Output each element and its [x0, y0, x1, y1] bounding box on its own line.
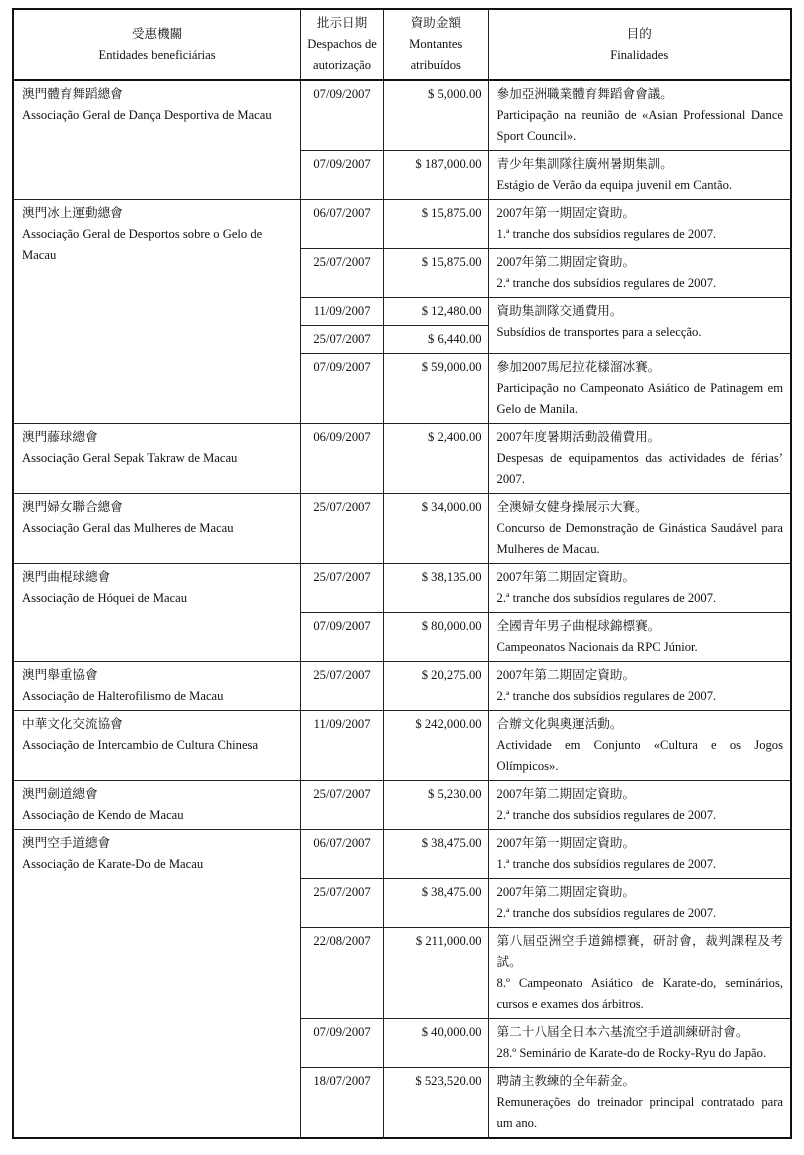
grant-amount: $ 242,000.00	[383, 711, 488, 781]
grant-amount: $ 34,000.00	[383, 494, 488, 564]
entity-name-cell: 澳門體育舞蹈總會 Associação Geral de Dança Desportiva de Macau	[13, 80, 301, 200]
grant-purpose: 全國青年男子曲棍球錦標賽。 Campeonatos Nacionais da RPC Júnior.	[488, 613, 791, 662]
grant-amount: $ 20,275.00	[383, 662, 488, 711]
table-row	[13, 494, 791, 564]
table-row	[13, 200, 791, 249]
grant-date: 25/07/2007	[301, 879, 384, 928]
grant-purpose: 參加2007馬尼拉花樣溜冰賽。 Participação no Campeonato Asiático de Patinagem em Gelo de Manila.	[488, 354, 791, 424]
grant-date: 25/07/2007	[301, 494, 384, 564]
grant-date: 11/09/2007	[301, 298, 384, 326]
entity-name-cell: 澳門劍道總會 Associação de Kendo de Macau	[13, 781, 301, 830]
grant-purpose: 第八屆亞洲空手道錦標賽，研討會，裁判課程及考試。 8.º Campeonato Asiático de Karate-do, seminários, cursos e exames dos árbitros.	[488, 928, 791, 1019]
grant-purpose: 2007年第二期固定資助。 2.ª tranche dos subsídios regulares de 2007.	[488, 662, 791, 711]
grant-purpose: 青少年集訓隊往廣州暑期集訓。 Estágio de Verão da equipa juvenil em Cantão.	[488, 151, 791, 200]
grant-date: 11/09/2007	[301, 711, 384, 781]
grant-amount: $ 38,475.00	[383, 879, 488, 928]
grant-amount: $ 523,520.00	[383, 1068, 488, 1139]
header-date: 批示日期 Despachos de autorização	[301, 9, 384, 80]
grant-purpose: 參加亞洲職業體育舞蹈會會議。 Participação na reunião de «Asian Professional Dance Sport Council».	[488, 80, 791, 151]
grant-date: 25/07/2007	[301, 326, 384, 354]
grant-purpose: 2007年第二期固定資助。 2.ª tranche dos subsídios regulares de 2007.	[488, 879, 791, 928]
entity-name-cell: 澳門舉重協會 Associação de Halterofilismo de Macau	[13, 662, 301, 711]
table-row	[13, 80, 791, 151]
grant-purpose: 2007年第二期固定資助。 2.ª tranche dos subsídios regulares de 2007.	[488, 564, 791, 613]
entity-name-cell: 澳門空手道總會 Associação de Karate-Do de Macau	[13, 830, 301, 1139]
grant-date: 07/09/2007	[301, 613, 384, 662]
grant-date: 25/07/2007	[301, 249, 384, 298]
header-purpose: 目的 Finalidades	[488, 9, 791, 80]
grant-purpose: 2007年第二期固定資助。 2.ª tranche dos subsídios regulares de 2007.	[488, 249, 791, 298]
grant-amount: $ 2,400.00	[383, 424, 488, 494]
grant-purpose: 合辦文化與奧運活動。 Actividade em Conjunto «Cultura e os Jogos Olímpicos».	[488, 711, 791, 781]
grant-amount: $ 6,440.00	[383, 326, 488, 354]
grant-purpose: 資助集訓隊交通費用。 Subsídios de transportes para a selecção.	[488, 298, 791, 354]
grant-date: 22/08/2007	[301, 928, 384, 1019]
table-row	[13, 711, 791, 781]
grant-date: 07/09/2007	[301, 151, 384, 200]
entity-name-cell: 澳門冰上運動總會 Associação Geral de Desportos sobre o Gelo de Macau	[13, 200, 301, 424]
grant-date: 25/07/2007	[301, 662, 384, 711]
table-body	[13, 80, 791, 1138]
grant-amount: $ 15,875.00	[383, 200, 488, 249]
table-header	[13, 9, 791, 80]
table-row	[13, 830, 791, 879]
table-row	[13, 424, 791, 494]
grant-purpose: 2007年度暑期活動設備費用。 Despesas de equipamentos das actividades de férias’ 2007.	[488, 424, 791, 494]
grant-purpose: 2007年第二期固定資助。 2.ª tranche dos subsídios regulares de 2007.	[488, 781, 791, 830]
grant-amount: $ 15,875.00	[383, 249, 488, 298]
table-row	[13, 662, 791, 711]
grant-purpose: 2007年第一期固定資助。 1.ª tranche dos subsídios regulares de 2007.	[488, 200, 791, 249]
entity-name-cell: 澳門藤球總會 Associação Geral Sepak Takraw de Macau	[13, 424, 301, 494]
grant-amount: $ 38,135.00	[383, 564, 488, 613]
header-amount: 資助金額 Montantes atribuídos	[383, 9, 488, 80]
grant-amount: $ 12,480.00	[383, 298, 488, 326]
grant-amount: $ 211,000.00	[383, 928, 488, 1019]
entity-name-cell: 中華文化交流協會 Associação de Intercambio de Cultura Chinesa	[13, 711, 301, 781]
header-beneficiary: 受惠機關 Entidades beneficiárias	[13, 9, 301, 80]
entity-name-cell: 澳門婦女聯合總會 Associação Geral das Mulheres de Macau	[13, 494, 301, 564]
subsidies-table	[12, 8, 792, 1139]
grant-date: 07/09/2007	[301, 1019, 384, 1068]
entity-name-cell: 澳門曲棍球總會 Associação de Hóquei de Macau	[13, 564, 301, 662]
grant-amount: $ 40,000.00	[383, 1019, 488, 1068]
grant-date: 07/09/2007	[301, 80, 384, 151]
grant-date: 18/07/2007	[301, 1068, 384, 1139]
grant-purpose: 聘請主教練的全年薪金。 Remunerações do treinador principal contratado para um ano.	[488, 1068, 791, 1139]
grant-date: 07/09/2007	[301, 354, 384, 424]
grant-amount: $ 5,000.00	[383, 80, 488, 151]
grant-amount: $ 5,230.00	[383, 781, 488, 830]
table-row	[13, 781, 791, 830]
grant-date: 06/07/2007	[301, 200, 384, 249]
grant-amount: $ 80,000.00	[383, 613, 488, 662]
grant-purpose: 全澳婦女健身操展示大賽。 Concurso de Demonstração de Ginástica Saudável para Mulheres de Macau.	[488, 494, 791, 564]
grant-amount: $ 187,000.00	[383, 151, 488, 200]
document-page	[12, 8, 792, 1139]
table-row	[13, 564, 791, 613]
grant-amount: $ 59,000.00	[383, 354, 488, 424]
grant-purpose: 第二十八屆全日本六基流空手道訓練研討會。 28.º Seminário de Karate-do de Rocky-Ryu do Japão.	[488, 1019, 791, 1068]
grant-date: 25/07/2007	[301, 781, 384, 830]
grant-date: 06/07/2007	[301, 830, 384, 879]
grant-amount: $ 38,475.00	[383, 830, 488, 879]
grant-date: 06/09/2007	[301, 424, 384, 494]
grant-purpose: 2007年第一期固定資助。 1.ª tranche dos subsídios regulares de 2007.	[488, 830, 791, 879]
grant-date: 25/07/2007	[301, 564, 384, 613]
